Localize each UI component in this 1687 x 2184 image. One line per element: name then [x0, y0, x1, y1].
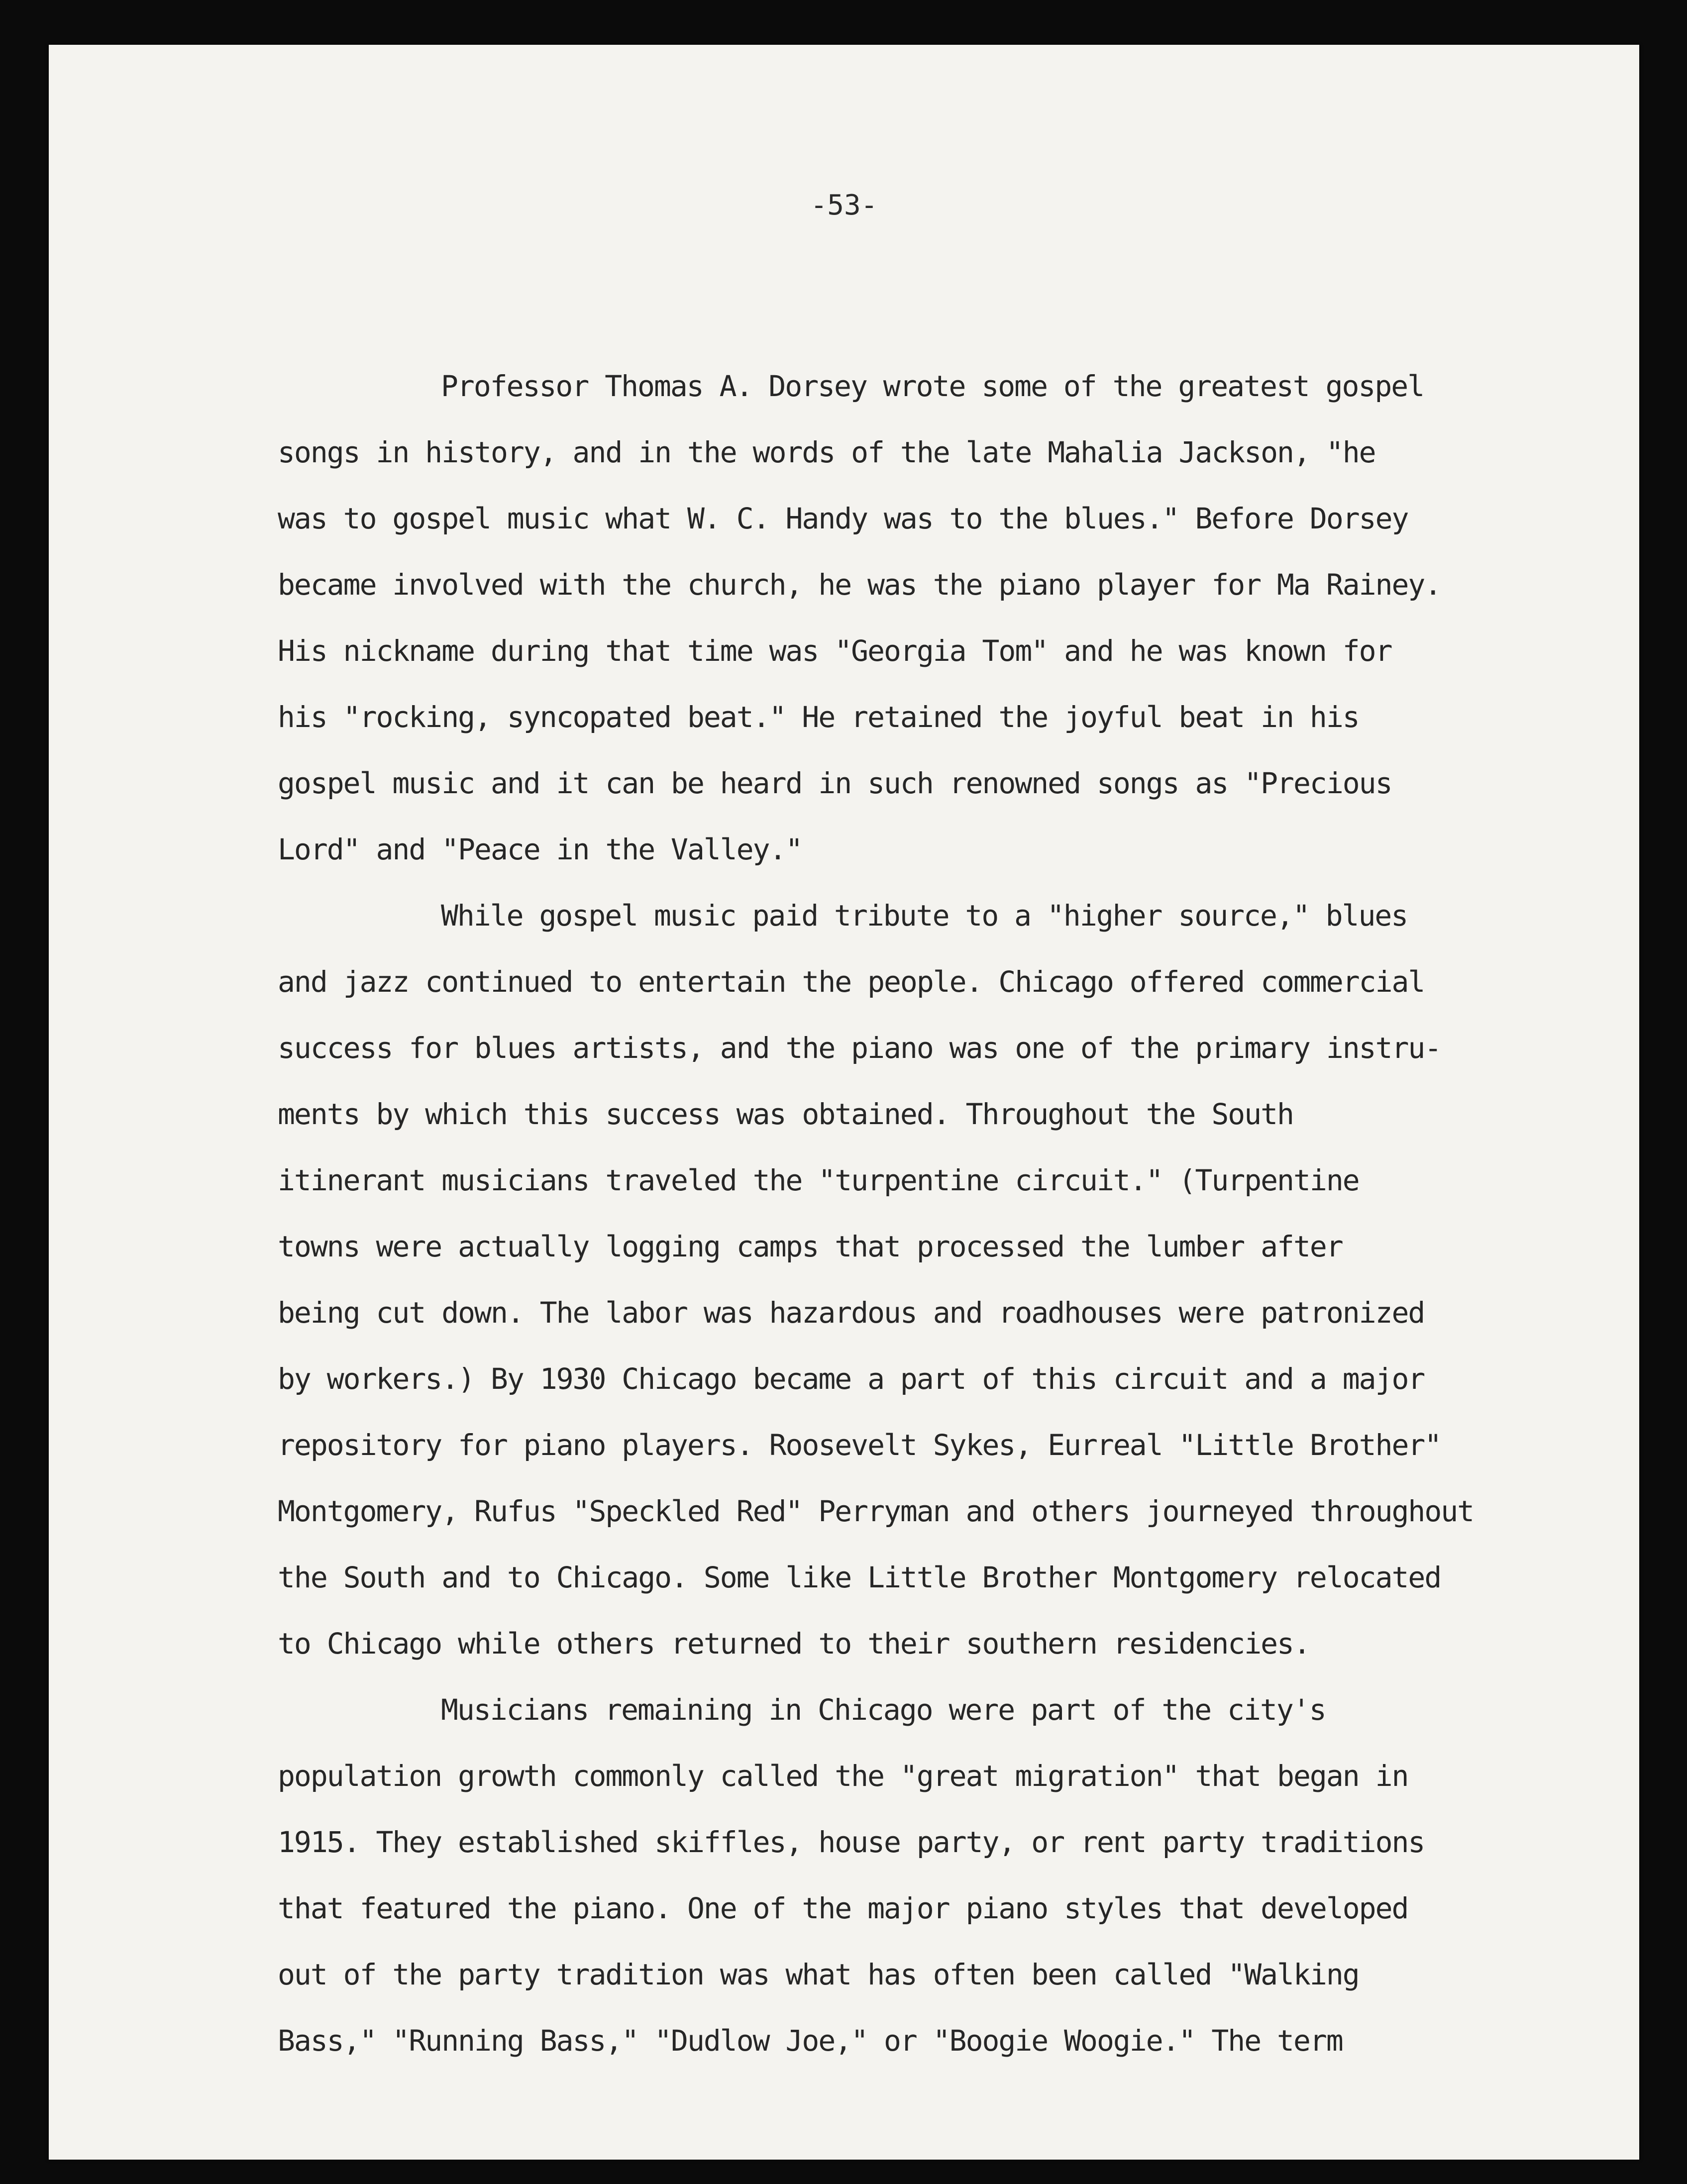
document-page — [49, 45, 1639, 2160]
text-line: Lord" and "Peace in the Valley." — [278, 832, 802, 866]
text-line: success for blues artists, and the piano was one of the primary instru- — [278, 1031, 1441, 1065]
text-line: and jazz continued to entertain the people. Chicago offered commercial — [278, 965, 1425, 999]
text-line: became involved with the church, he was the piano player for Ma Rainey. — [278, 568, 1441, 602]
text-line: being cut down. The labor was hazardous and roadhouses were patronized — [278, 1296, 1425, 1330]
text-line: Professor Thomas A. Dorsey wrote some of the greatest gospel — [441, 369, 1424, 403]
text-line: by workers.) By 1930 Chicago became a part of this circuit and a major — [278, 1362, 1425, 1396]
text-line: out of the party tradition was what has often been called "Walking — [278, 1958, 1359, 1991]
paragraph-1 — [278, 353, 1552, 883]
text-line: his "rocking, syncopated beat." He retained the joyful beat in his — [278, 700, 1359, 734]
text-line: population growth commonly called the "great migration" that began in — [278, 1759, 1408, 1793]
text-line: While gospel music paid tribute to a "higher source," blues — [441, 899, 1408, 933]
text-line: Musicians remaining in Chicago were part of the city's — [441, 1693, 1326, 1727]
paragraph-2 — [278, 883, 1552, 1677]
text-line: 1915. They established skiffles, house party, or rent party traditions — [278, 1825, 1425, 1859]
text-line: the South and to Chicago. Some like Little Brother Montgomery relocated — [278, 1560, 1441, 1594]
text-line: gospel music and it can be heard in such renowned songs as "Precious — [278, 766, 1392, 800]
text-line: ments by which this success was obtained. Throughout the South — [278, 1097, 1293, 1131]
text-line: His nickname during that time was "Georgia Tom" and he was known for — [278, 634, 1392, 668]
text-line: to Chicago while others returned to their southern residencies. — [278, 1627, 1310, 1661]
text-line: repository for piano players. Roosevelt Sykes, Eurreal "Little Brother" — [278, 1428, 1441, 1462]
text-line: itinerant musicians traveled the "turpentine circuit." (Turpentine — [278, 1163, 1359, 1197]
paragraph-3 — [278, 1677, 1552, 2074]
text-line: Montgomery, Rufus "Speckled Red" Perryman and others journeyed throughout — [278, 1494, 1474, 1528]
page-number: -53- — [810, 189, 878, 221]
text-line: that featured the piano. One of the major piano styles that developed — [278, 1891, 1408, 1925]
text-line: towns were actually logging camps that processed the lumber after — [278, 1230, 1343, 1263]
text-line: songs in history, and in the words of the late Mahalia Jackson, "he — [278, 435, 1375, 469]
text-line: Bass," "Running Bass," "Dudlow Joe," or "Boogie Woogie." The term — [278, 2024, 1343, 2058]
body-text — [278, 353, 1552, 2074]
text-line: was to gospel music what W. C. Handy was to the blues." Before Dorsey — [278, 502, 1408, 535]
